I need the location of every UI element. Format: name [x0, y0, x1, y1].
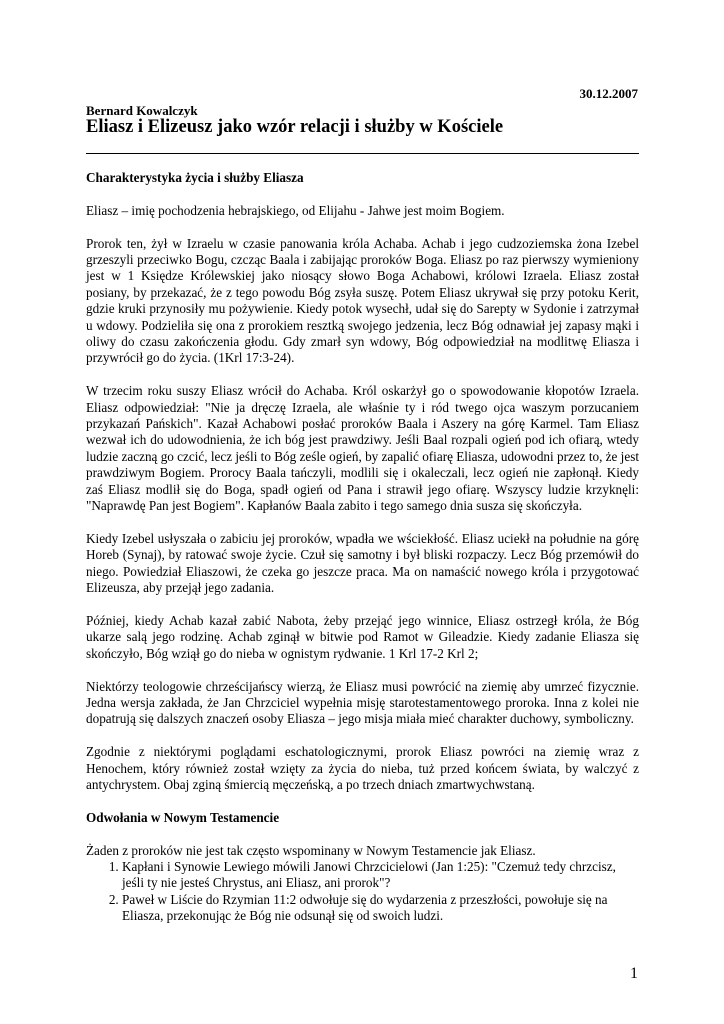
page-number: 1: [630, 965, 638, 982]
paragraph: Prorok ten, żył w Izraelu w czasie panowania króla Achaba. Achab i jego cudzoziemska żona Izebel grzeszyli przeciwko Bogu, czcząc Baala i zabijając proroków Boga. Eliasz po raz pierwszy wymieniony jest w 1 Księdze Królewskiej jako niosący słowo Boga Achabowi, królowi Izraela. Eliasz został posiany, by przekazać, że z tego powodu Bóg zsyła suszę. Potem Eliasz ukrywał się przy potoku Kerit, gdzie kruki przynosiły mu pożywienie. Kiedy potok wysechł, udał się do Sarepty w Sydonie i zatrzymał u wdowy. Podzieliła się ona z prorokiem resztką swojego jedzenia, lecz Bóg odnawiał jej zapasy mąki i oliwy do czasu zakończenia głodu. Gdy zmarł syn wdowy, Bóg odpowiedział na modlitwę Eliasza i przywrócił go do życia. (1Krl 17:3-24).: [86, 235, 639, 366]
list-item: 2. Paweł w Liście do Rzymian 11:2 odwołuje się do wydarzenia z przeszłości, powołuje się na Eliasza, przekonując że Bóg nie odsunął się od swoich ludzi.: [122, 892, 639, 925]
document-date: 30.12.2007: [579, 86, 638, 101]
section-heading-nowy-testament: Odwołania w Nowym Testamencie: [86, 809, 280, 825]
paragraph: Zgodnie z niektórymi poglądami eschatologicznymi, prorok Eliasz powróci na ziemię wraz z Henochem, który również został wzięty za życia do nieba, tuż przed końcem świata, by walczyć z antychrystem. Obaj zginą śmiercią męczeńską, a po trzech dniach zmartwychwstaną.: [86, 744, 639, 792]
document-body: [86, 170, 639, 925]
document-title: Eliasz i Elizeusz jako wzór relacji i służby w Kościele: [86, 117, 504, 137]
references-list: [86, 859, 639, 925]
paragraph: Kiedy Izebel usłyszała o zabiciu jej proroków, wpadła we wściekłość. Eliasz uciekł na południe na górę Horeb (Synaj), by ratować swoje życie. Czuł się samotny i był bliski rozpaczy. Lecz Bóg przemówił do niego. Powiedział Eliaszowi, że czeka go jeszcze praca. Ma on namaścić nowego króla i przygotować Elizeusza, aby przejął jego zadania.: [86, 530, 639, 596]
paragraph: Eliasz – imię pochodzenia hebrajskiego, od Elijahu - Jahwe jest moim Bogiem.: [86, 202, 505, 218]
paragraph: W trzecim roku suszy Eliasz wrócił do Achaba. Król oskarżył go o spowodowanie kłopotów Izraela. Eliasz odpowiedział: "Nie ja dręczę Izraela, ale właśnie ty i ród twego ojca waszym porzucaniem przykazań Pańskich". Kazał Achabowi posłać proroków Baala i Aszery na górę Karmel. Tam Eliasz wezwał ich do udowodnienia, że ich bóg jest prawdziwy. Jeśli Baal rozpali ogień pod ich ofiarą, wtedy ludzie zaczną go czcić, lecz jeśli to Bóg ześle ogień, by zapalić ofiarę Eliasza, udowodni przez to, że jest prawdziwym Bogiem. Prorocy Baala tańczyli, modlili się i okaleczali, lecz ogień nie zapłonął. Kiedy zaś Eliasz modlił się do Boga, spadł ogień od Pana i strawił jego ofiarę. Wszyscy ludzie krzyknęli: "Naprawdę Pan jest Bogiem". Kapłanów Baala zabito i tego samego dnia susza się skończyła.: [86, 383, 639, 514]
title-divider: [86, 153, 639, 154]
section-intro: Żaden z proroków nie jest tak często wspominany w Nowym Testamencie jak Eliasz.: [86, 842, 536, 858]
paragraph: Niektórzy teologowie chrześcijańscy wierzą, że Eliasz musi powrócić na ziemię aby umrzeć fizycznie. Jedna wersja zakłada, że Jan Chrzciciel wypełnia misję starotestamentowego proroka. Inna z kolei nie dopatrują się dalszych znaczeń osoby Eliasza – jego misja miała mieć charakter duchowy, symboliczny.: [86, 678, 639, 727]
section-heading-eliasz: Charakterystyka życia i służby Eliasza: [86, 170, 304, 185]
list-item: 1. Kapłani i Synowie Lewiego mówili Janowi Chrzcicielowi (Jan 1:25): "Czemuż tedy chrzcisz, jeśli ty nie jesteś Chrystus, ani Eliasz, ani prorok"?: [122, 859, 639, 892]
paragraph: Później, kiedy Achab kazał zabić Nabota, żeby przejąć jego winnice, Eliasz ostrzegł króla, że Bóg ukarze salą jego rodzinę. Achab zginął w bitwie pod Ramot w Gileadzie. Kiedy zadanie Eliasza się skończyło, Bóg wziął go do nieba w ognistym rydwanie. 1 Krl 17-2 Krl 2;: [86, 612, 639, 661]
author-name: Bernard Kowalczyk: [86, 103, 198, 118]
